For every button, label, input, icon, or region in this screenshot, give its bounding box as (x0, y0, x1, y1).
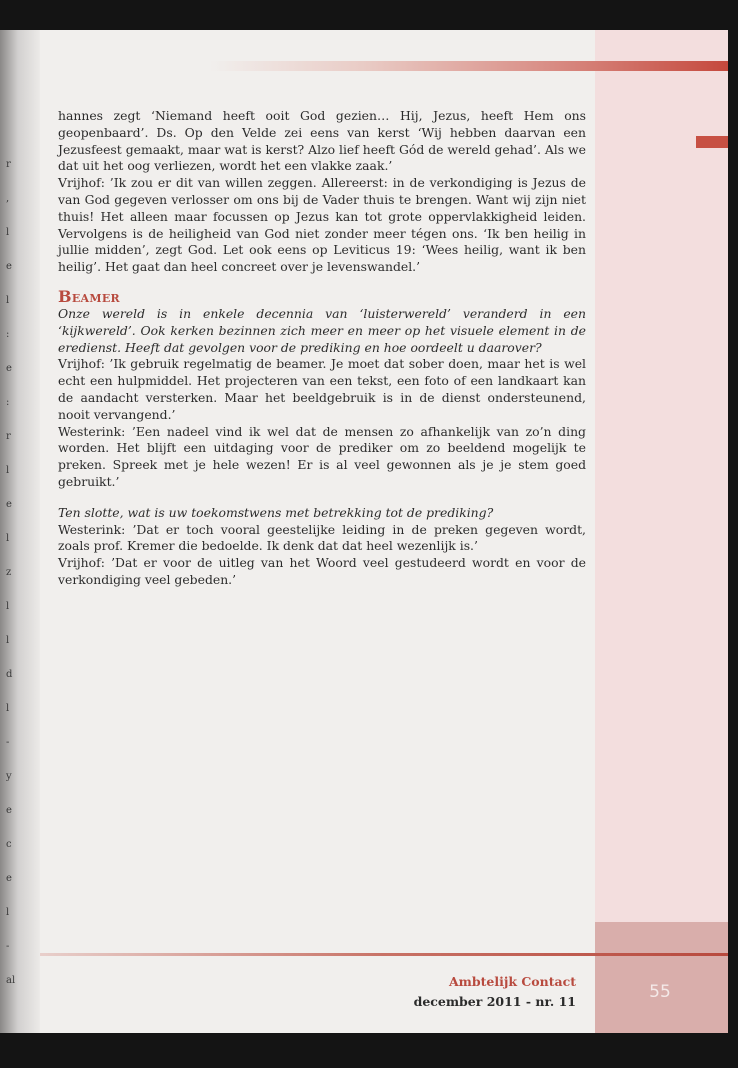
edge-mark: : (6, 397, 10, 408)
question-toekomstwens: Ten slotte, wat is uw toekomstwens met betrekking tot de prediking? (58, 504, 494, 520)
answer-vrijhof-beamer: Vrijhof: ’Ik gebruik regelmatig de beamer. Je moet dat sober doen, maar het is wel echt een hulpmiddel. Het projecteren van een tekst, een foto of een landkaart kan de aandacht versterken. Maar het beeldgebruik is in de dienst ondersteunend, nooit vervangend.’ (58, 356, 586, 422)
answer-vrijhof-toekomst: Vrijhof: ’Dat er voor de uitleg van het Woord veel gestudeerd wordt en voor de verkondiging veel gebeden.’ (58, 555, 586, 587)
edge-mark: e (6, 873, 12, 884)
edge-mark: e (6, 499, 12, 510)
edge-mark: : (6, 329, 10, 340)
issue-info: december 2011 - nr. 11 (413, 994, 576, 1009)
edge-mark: l (6, 295, 10, 306)
edge-mark: l (6, 907, 10, 918)
edge-mark: e (6, 363, 12, 374)
edge-mark: l (6, 465, 10, 476)
edge-mark: l (6, 601, 10, 612)
answer-westerink-toekomst: Westerink: ’Dat er toch vooral geestelijke leiding in de preken gegeven wordt, zoals prof. Kremer die bedoelde. Ik denk dat dat heel wezenlijk is.’ (58, 521, 586, 554)
edge-mark: l (6, 635, 10, 646)
edge-mark: c (6, 839, 12, 850)
magazine-page (0, 30, 728, 1033)
edge-mark: l (6, 703, 10, 714)
edge-mark: e (6, 805, 12, 816)
publication-name: Ambtelijk Contact (448, 974, 576, 989)
page-number-box (595, 922, 728, 1033)
page-number: 55 (649, 982, 671, 1002)
header-gradient-bar (210, 61, 728, 71)
answer-westerink-beamer: Westerink: ’Een nadeel vind ik wel dat de mensen zo afhankelijk van zo’n ding worden. Het blijft een uitdaging voor de prediker om zo beeldend mogelijk te preken. Spreek met je hele wezen! Er is al veel gewonnen als je je stem goed gebruikt.’ (58, 423, 586, 489)
footer-divider (40, 953, 728, 956)
edge-mark: l (6, 227, 10, 238)
edge-mark: , (6, 193, 10, 204)
question-beamer: Onze wereld is in enkele decennia van ‘luisterwereld’ veranderd in een ‘kijkwereld’. Ook kerken bezinnen zich meer en meer op het visuele element in de eredienst. Heeft dat gevolgen voor de prediking en hoe oordeelt u daarover? (58, 305, 586, 355)
edge-mark: z (6, 567, 12, 578)
edge-mark: l (6, 533, 10, 544)
section-title-beamer: Beamer (58, 286, 120, 306)
edge-mark: e (6, 261, 12, 272)
paragraph-vrijhof-heiligheid: Vrijhof: ’Ik zou er dit van willen zeggen. Allereerst: in de verkondiging is Jezus de van God gegeven verlosser om ons bij de Vader thuis te brengen. Want wij zijn niet thuis! Het alleen maar focussen op Jezus kan tot grote oppervlakkigheid leiden. Vervolgens is de heiligheid van God niet zonder meer tégen ons. ‘Ik ben heilig in jullie midden’, zegt God. Let ook eens op Leviticus 19: ‘Wees heilig, want ik ben heilig’. Het gaat dan heel concreet over je levenswandel.’ (58, 175, 586, 275)
edge-mark: r (6, 159, 11, 170)
section-tab-marker (696, 136, 728, 148)
edge-mark: r (6, 431, 11, 442)
edge-mark: - (6, 737, 10, 748)
edge-mark: - (6, 941, 10, 952)
paragraph-johannes: hannes zegt ‘Niemand heeft ooit God gezien… Hij, Jezus, heeft Hem ons geopenbaard’. Ds. Op den Velde zei eens van kerst ‘Wij hebben daarvan een Jezusfeest gemaakt, maar wat is kerst? Alzo lief heeft Gód de wereld gehad’. Als we dat uit het oog verliezen, wordt het een vlakke zaak.’ (58, 108, 586, 174)
edge-mark: d (6, 669, 13, 680)
article-body (58, 108, 586, 589)
footer-masthead (414, 972, 576, 1012)
pink-sidebar (595, 30, 728, 1033)
edge-mark: al (6, 975, 16, 986)
facing-page-edge-text (2, 160, 16, 1020)
edge-mark: y (6, 771, 12, 782)
